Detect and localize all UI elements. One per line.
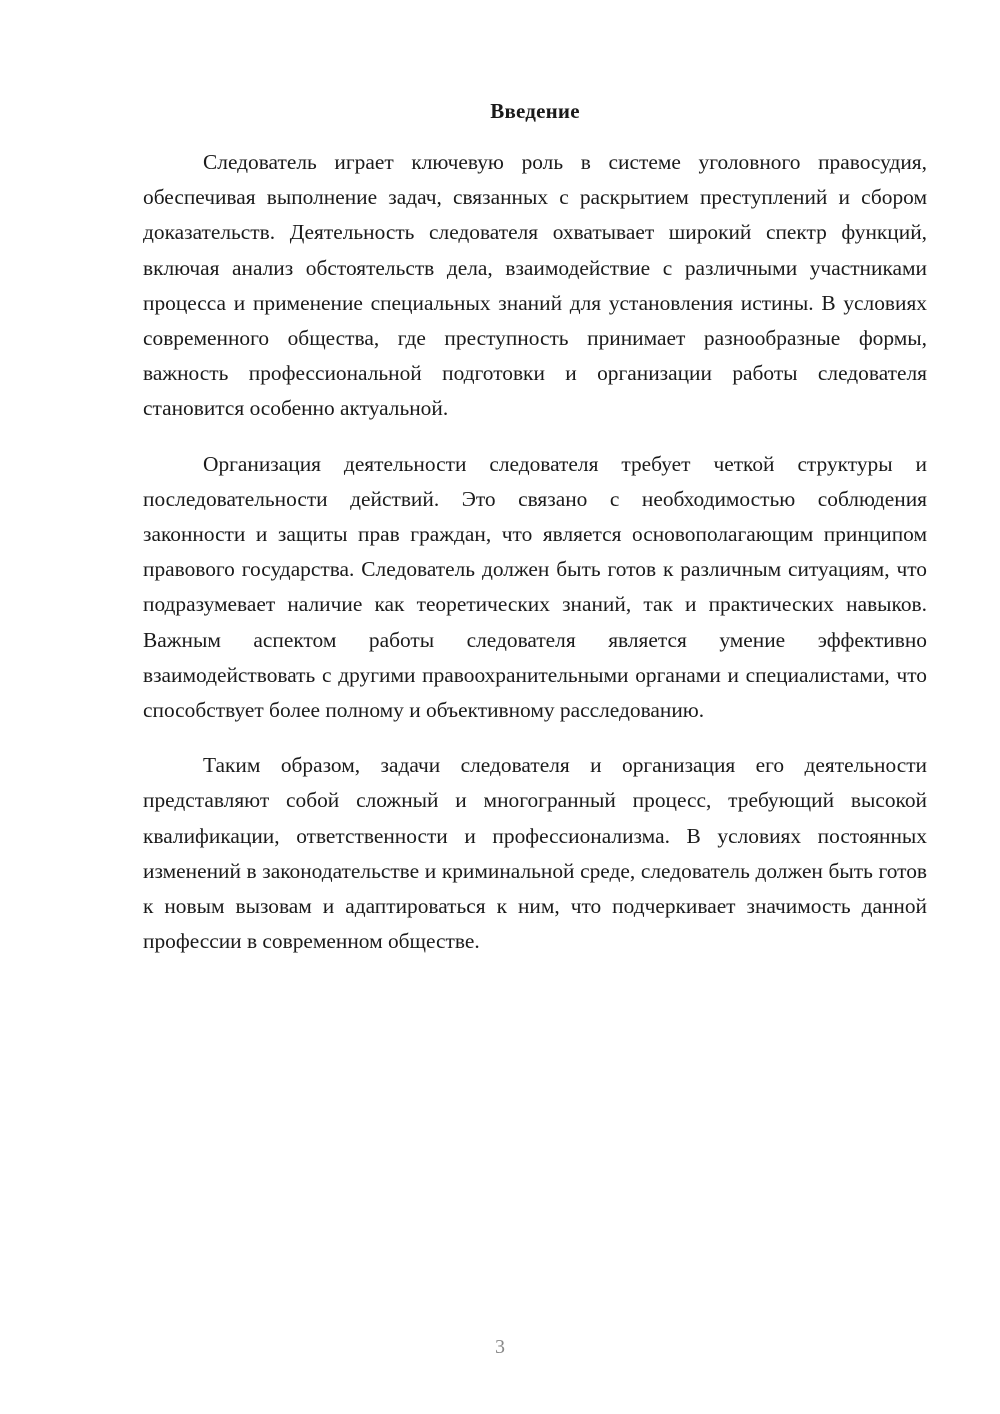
section-title: Введение [490, 99, 580, 123]
page-content [143, 95, 927, 979]
page-number: 3 [495, 1336, 505, 1358]
paragraph-1: Следователь играет ключевую роль в системе уголовного правосудия, обеспечивая выполнение задач, связанных с раскрытием преступлений и сбором доказательств. Деятельность следователя охватывает широкий спектр функций, включая анализ обстоятельств дела, взаимодействие с различными участниками процесса и применение специальных знаний для установления истины. В условиях современного общества, где преступность принимает разнообразные формы, важность профессиональной подготовки и организации работы следователя становится особенно актуальной. [143, 150, 927, 421]
paragraph-2: Организация деятельности следователя требует четкой структуры и последовательности действий. Это связано с необходимостью соблюдения законности и защиты прав граждан, что является основополагающим принципом правового государства. Следователь должен быть готов к различным ситуациям, что подразумевает наличие как теоретических знаний, так и практических навыков. Важным аспектом работы следователя является умение эффективно взаимодействовать с другими правоохранительными органами и специалистами, что способствует более полному и объективному расследованию. [143, 451, 927, 723]
paragraph-3: Таким образом, задачи следователя и организация его деятельности представляют собой сложный и многогранный процесс, требующий высокой квалификации, ответственности и профессионализма. В условиях постоянных изменений в законодательстве и криминальной среде, следователь должен быть готов к новым вызовам и адаптироваться к ним, что подчеркивает значимость данной профессии в современном обществе. [143, 753, 927, 954]
